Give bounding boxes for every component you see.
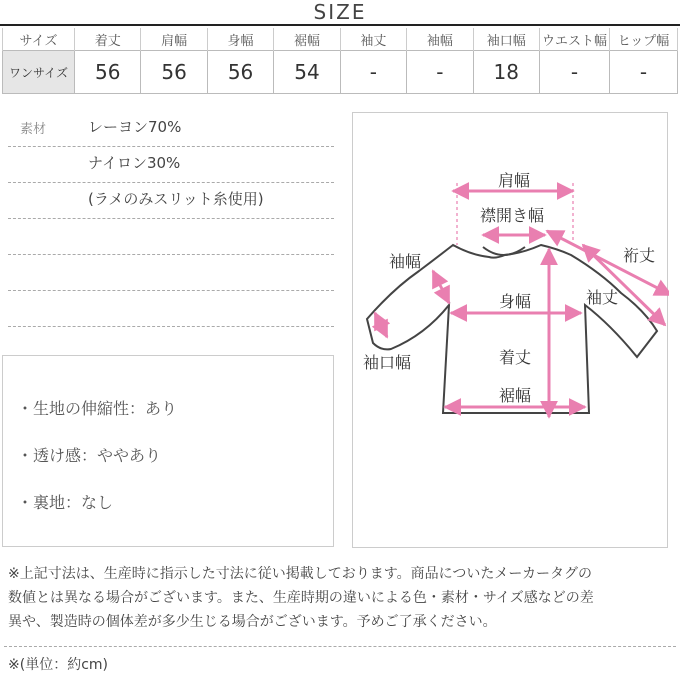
title-underline — [0, 24, 680, 26]
label-hem: 裾幅 — [499, 386, 532, 405]
header-cell: ヒップ幅 — [610, 28, 678, 51]
size-name-cell: ワンサイズ — [3, 51, 75, 94]
property-lining: ・裏地：なし — [17, 493, 114, 512]
table-cell: - — [340, 51, 406, 94]
property-stretch: ・生地の伸縮性：あり — [17, 399, 178, 418]
table-cell: 56 — [207, 51, 273, 94]
label-neck: 襟開き幅 — [480, 206, 545, 225]
table-cell: - — [407, 51, 473, 94]
material-section — [0, 110, 336, 330]
label-length: 着丈 — [499, 348, 532, 367]
size-notes — [8, 562, 676, 634]
table-cell: 56 — [75, 51, 141, 94]
material-row — [8, 146, 334, 183]
label-sleeve-length: 袖丈 — [586, 288, 619, 307]
note-line: 異や、製造時の個体差が多少生じる場合がございます。予めご了承ください。 — [8, 614, 497, 630]
unit-note: ※(単位：約cm) — [8, 657, 108, 673]
label-yuki: 裄丈 — [623, 246, 656, 265]
material-row — [8, 110, 334, 147]
size-table-header-row — [3, 28, 678, 51]
fabric-properties-box — [2, 355, 334, 547]
label-cuff: 袖口幅 — [363, 353, 412, 372]
material-row-empty — [8, 254, 334, 291]
header-cell: 裾幅 — [274, 28, 340, 51]
material-row-empty — [8, 218, 334, 255]
neckline — [483, 247, 525, 255]
table-cell: 54 — [274, 51, 340, 94]
label-body-width: 身幅 — [499, 292, 532, 311]
table-cell: - — [540, 51, 610, 94]
header-cell: 着丈 — [75, 28, 141, 51]
table-cell: 56 — [141, 51, 207, 94]
notes-divider — [4, 646, 676, 647]
material-line: レーヨン70% — [88, 118, 182, 136]
material-label: 素材 — [20, 122, 47, 137]
header-cell: 袖丈 — [340, 28, 406, 51]
material-row-empty — [8, 290, 334, 327]
table-row — [3, 51, 678, 94]
sleeve-width-arrow — [433, 271, 449, 303]
header-cell: 袖幅 — [407, 28, 473, 51]
property-sheerness: ・透け感：ややあり — [17, 446, 162, 465]
note-line: 数値とは異なる場合がございます。また、生産時期の違いによる色・素材・サイズ感などの差 — [8, 590, 594, 606]
label-shoulder: 肩幅 — [498, 171, 531, 190]
table-cell: 18 — [473, 51, 539, 94]
material-row — [8, 182, 334, 219]
label-sleeve-width: 袖幅 — [389, 252, 422, 271]
cuff-arrow — [375, 313, 387, 337]
measurement-diagram — [352, 112, 668, 548]
header-cell: サイズ — [3, 28, 75, 51]
page-title: SIZE — [313, 0, 367, 24]
header-cell: 肩幅 — [141, 28, 207, 51]
size-table — [2, 28, 678, 94]
note-line: ※上記寸法は、生産時に指示した寸法に従い掲載しております。商品についたメーカータグの — [8, 566, 593, 582]
table-cell: - — [610, 51, 678, 94]
material-line: (ラメのみスリット糸使用) — [88, 190, 264, 208]
header-cell: 袖口幅 — [473, 28, 539, 51]
header-cell: 身幅 — [207, 28, 273, 51]
header-cell: ウエスト幅 — [540, 28, 610, 51]
material-line: ナイロン30% — [88, 154, 181, 172]
